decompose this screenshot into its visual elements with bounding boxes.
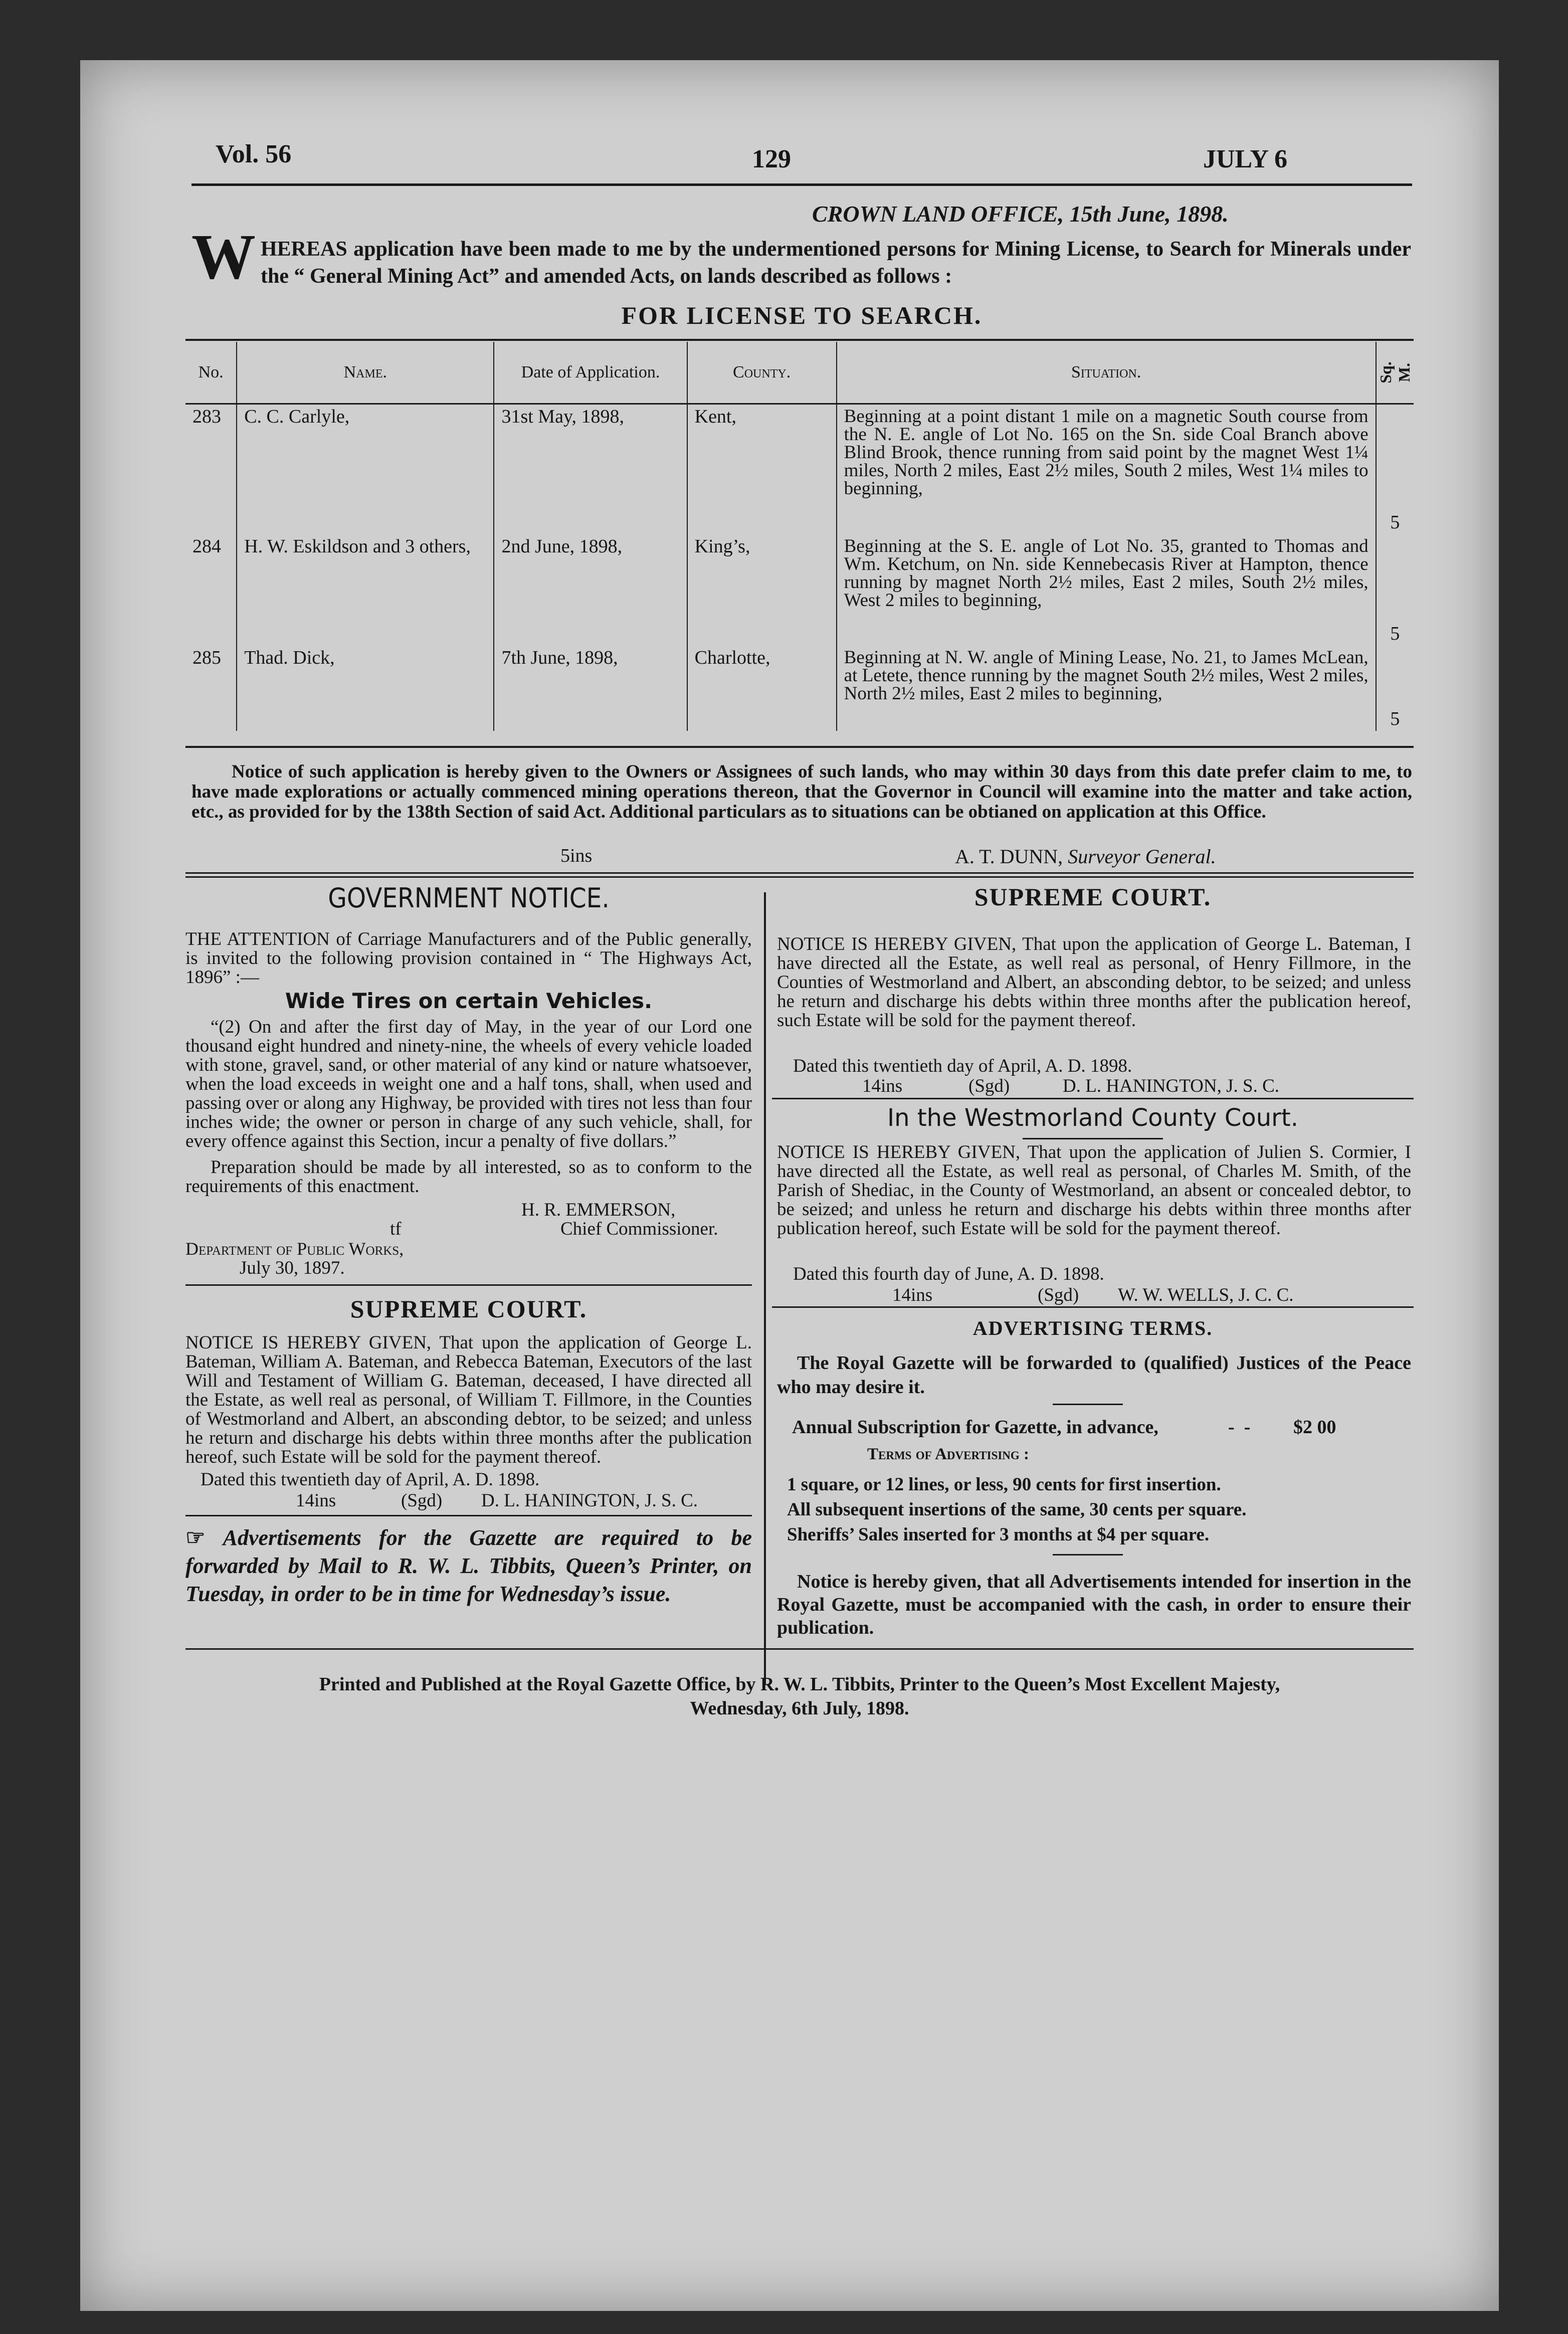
table-header-row — [185, 342, 1414, 404]
row-name: Thad. Dick, — [237, 646, 494, 731]
crown-intro: HEREAS application have been made to me by the undermentioned persons for Mining License, to Search for Minerals under the “ General Mining Act” and amended Acts, on lands described as follows : — [261, 238, 1411, 288]
crown-signature: A. T. DUNN, Surveyor General. — [955, 845, 1216, 868]
advertising-term-3: Sheriffs’ Sales inserted for 3 months at $4 per square. — [787, 1524, 1210, 1545]
supreme-right-body: NOTICE IS HEREBY GIVEN, That upon the application of George L. Bateman, I have directed all the Estate, as well real as personal, of Henry Fillmore, in the Counties of Westmorland and Albert, an absconding debtor, to be seized; and unless he return and discharge his debts within three months after the publication hereof, such Estate will be sold for the payment thereof. — [777, 934, 1411, 1031]
westmorland-signer: W. W. WELLS, J. C. C. — [1118, 1285, 1294, 1305]
row-no: 283 — [185, 404, 237, 534]
row-date: 2nd June, 1898, — [494, 534, 687, 646]
row-county: King’s, — [687, 534, 837, 646]
gov-tf: tf — [390, 1219, 402, 1239]
right-rule-2 — [772, 1306, 1414, 1308]
row-name: H. W. Eskildson and 3 others, — [237, 534, 494, 646]
table-top-rule — [185, 339, 1414, 341]
row-no: 285 — [185, 646, 237, 731]
table-row — [185, 404, 1414, 534]
table-row — [185, 534, 1414, 646]
gov-notice-quote: “(2) On and after the first day of May, in the year of our Lord one thousand eight hundred and ninety-nine, the wheels of every vehicle loaded with stone, gravel, sand, or other material of any kind or nature whatsoever, when the load exceeds in weight one and a half tons, shall, when used and passing over or along any Highway, be provided with tires not less than four inches wide; the owner or person in charge of any such vehicle, shall, for every offence against this Section, incur a penalty of five dollars.” — [185, 1017, 752, 1151]
gov-signer-title: Chief Commissioner. — [560, 1219, 718, 1239]
supreme-left-dated: Dated this twentieth day of April, A. D. 1898. — [201, 1469, 540, 1490]
pointing-hand-icon: ☞ — [185, 1525, 223, 1550]
gov-dept-date: July 30, 1897. — [240, 1258, 345, 1278]
right-rule-1 — [772, 1098, 1414, 1099]
gov-notice-preparation: Preparation should be made by all interested, so as to conform to the requirements of this enactment. — [185, 1157, 752, 1197]
advertising-term-2: All subsequent insertions of the same, 30 cents per square. — [787, 1499, 1247, 1520]
license-title: FOR LICENSE TO SEARCH. — [621, 301, 983, 329]
row-date: 7th June, 1898, — [494, 646, 687, 731]
supreme-right-sgd: (Sgd) — [968, 1076, 1010, 1096]
advertising-rule-1 — [1053, 1404, 1123, 1405]
gov-notice-intro: THE ATTENTION of Carriage Manufacturers and of the Public generally, is invited to the following provision contained in “ The Highways Act, 1896” :— — [185, 929, 752, 988]
gazette-page — [80, 60, 1499, 2311]
crown-ins: 5ins — [560, 845, 593, 866]
advertising-rule-2 — [1053, 1554, 1123, 1555]
advertising-price: $2 00 — [1293, 1417, 1336, 1438]
row-date: 31st May, 1898, — [494, 404, 687, 534]
row-sqm: 5 — [1390, 708, 1400, 729]
supreme-left-title: SUPREME COURT. — [350, 1295, 587, 1323]
row-situation: Beginning at the S. E. angle of Lot No. 35, granted to Thomas and Wm. Ketchum, on Nn. side Kennebecasis River at Hampton, thence running by magnet North 2½ miles, East 2 miles, South 2½ miles, West 2 miles to beginning, — [837, 534, 1376, 646]
page-number: 129 — [752, 145, 791, 173]
volume-label: Vol. 56 — [216, 140, 292, 168]
table-row — [185, 646, 1414, 731]
footer-line-2: Wednesday, 6th July, 1898. — [690, 1698, 909, 1719]
ads-notice: ☞ Advertisements for the Gazette are required to be forwarded by Mail to R. W. L. Tibbits, Queen’s Printer, on Tuesday, in order to be in time for Wednesday’s issue. — [185, 1525, 752, 1606]
col-name: Name. — [237, 342, 494, 404]
westmorland-title: In the Westmorland County Court. — [887, 1104, 1298, 1132]
westmorland-sgd: (Sgd) — [1038, 1285, 1079, 1305]
westmorland-ins: 14ins — [892, 1285, 933, 1305]
supreme-right-ins: 14ins — [862, 1076, 903, 1096]
supreme-left-sgd: (Sgd) — [401, 1490, 443, 1511]
gov-notice-subtitle: Wide Tires on certain Vehicles. — [285, 989, 653, 1013]
supreme-left-ins: 14ins — [296, 1490, 336, 1511]
footer-line-1: Printed and Published at the Royal Gazette Office, by R. W. L. Tibbits, Printer to the Queen’s Most Excellent Majesty, — [319, 1674, 1280, 1695]
row-situation: Beginning at a point distant 1 mile on a magnetic South course from the N. E. angle of Lot No. 165 on the Sn. side Coal Branch above Blind Brook, thence running from said point by the magnet West 1¼ miles, North 2 miles, East 2½ miles, South 2 miles, West 1¼ miles to beginning, — [837, 404, 1376, 534]
crown-dateline: CROWN LAND OFFICE, 15th June, 1898. — [812, 201, 1229, 227]
col-county: County. — [687, 342, 837, 404]
supreme-left-body: NOTICE IS HEREBY GIVEN, That upon the application of George L. Bateman, William A. Bateman, and Rebecca Bateman, Executors of the last Will and Testament of William G. Bateman, deceased, I have directed all the Estate, as well real as personal, of William T. Fillmore, in the Counties of Westmorland and Albert, an absconding debtor, to be seized; and unless he return and discharge his debts within three months after the publication hereof, such Estate will be sold for the payment thereof. — [185, 1332, 752, 1467]
westmorland-body: NOTICE IS HEREBY GIVEN, That upon the application of Julien S. Cormier, I have directed all the Estate, as well real as personal, of Charles M. Smith, of the Parish of Shediac, in the County of Westmorland, an absent or concealed debtor, to be seized; and unless he return and discharge his debts within three months after publication hereof, such Estate will be sold for the payment thereof. — [777, 1142, 1411, 1239]
advertising-subscription: Annual Subscription for Gazette, in advance, — [792, 1417, 1158, 1438]
drop-cap: W — [191, 221, 256, 292]
row-no: 284 — [185, 534, 237, 646]
col-no: No. — [185, 342, 237, 404]
advertising-terms-title: Terms of Advertising : — [867, 1445, 1030, 1463]
column-divider — [764, 892, 766, 1684]
advertising-term-1: 1 square, or 12 lines, or less, 90 cents for first insertion. — [787, 1474, 1221, 1495]
row-county: Kent, — [687, 404, 837, 534]
crown-notice: Notice of such application is hereby given to the Owners or Assignees of such lands, who may within 30 days from this date prefer claim to me, to have made explorations or actually commenced mining operations thereon, that the Governor in Council will examine into the matter and take action, etc., as provided for by the 138th Section of said Act. Additional particulars as to situations can be obtianed on application at this Office. — [191, 761, 1412, 822]
license-table — [185, 342, 1414, 731]
section-rule-2 — [185, 876, 1414, 878]
row-sqm: 5 — [1390, 511, 1400, 533]
gov-signer: H. R. EMMERSON, — [521, 1200, 676, 1220]
footer-rule — [185, 1648, 1414, 1650]
header-rule — [191, 183, 1412, 186]
left-rule-2 — [185, 1515, 752, 1516]
row-county: Charlotte, — [687, 646, 837, 731]
advertising-dashes: - - — [1228, 1417, 1251, 1438]
left-rule-1 — [185, 1284, 752, 1286]
supreme-right-signer: D. L. HANINGTON, J. S. C. — [1063, 1076, 1280, 1096]
row-sqm: 5 — [1390, 623, 1400, 644]
westmorland-dated: Dated this fourth day of June, A. D. 1898. — [793, 1264, 1104, 1284]
advertising-intro: The Royal Gazette will be forwarded to (qualified) Justices of the Peace who may desire it. — [777, 1352, 1411, 1398]
gov-notice-title: GOVERNMENT NOTICE. — [328, 882, 610, 914]
supreme-right-title: SUPREME COURT. — [974, 883, 1212, 911]
row-name: C. C. Carlyle, — [237, 404, 494, 534]
supreme-right-dated: Dated this twentieth day of April, A. D. 1898. — [793, 1056, 1132, 1076]
section-rule-1 — [185, 872, 1414, 874]
westmorland-title-rule — [1023, 1138, 1163, 1139]
gov-dept: Department of Public Works, — [185, 1239, 404, 1259]
table-bottom-rule — [185, 746, 1414, 748]
advertising-title: ADVERTISING TERMS. — [972, 1317, 1213, 1339]
advertising-closing: Notice is hereby given, that all Advertisements intended for insertion in the Royal Gazette, must be accompanied with the cash, in order to ensure their publication. — [777, 1571, 1411, 1638]
supreme-left-signer: D. L. HANINGTON, J. S. C. — [481, 1490, 698, 1511]
col-sqm: Sq. M. — [1376, 342, 1414, 404]
row-situation: Beginning at N. W. angle of Mining Lease, No. 21, to James McLean, at Letete, thence running by the magnet South 2½ miles, West 2 miles, North 2½ miles, East 2 miles to beginning, — [837, 646, 1376, 731]
issue-date: JULY 6 — [1203, 145, 1288, 173]
col-situation: Situation. — [837, 342, 1376, 404]
col-date: Date of Application. — [494, 342, 687, 404]
